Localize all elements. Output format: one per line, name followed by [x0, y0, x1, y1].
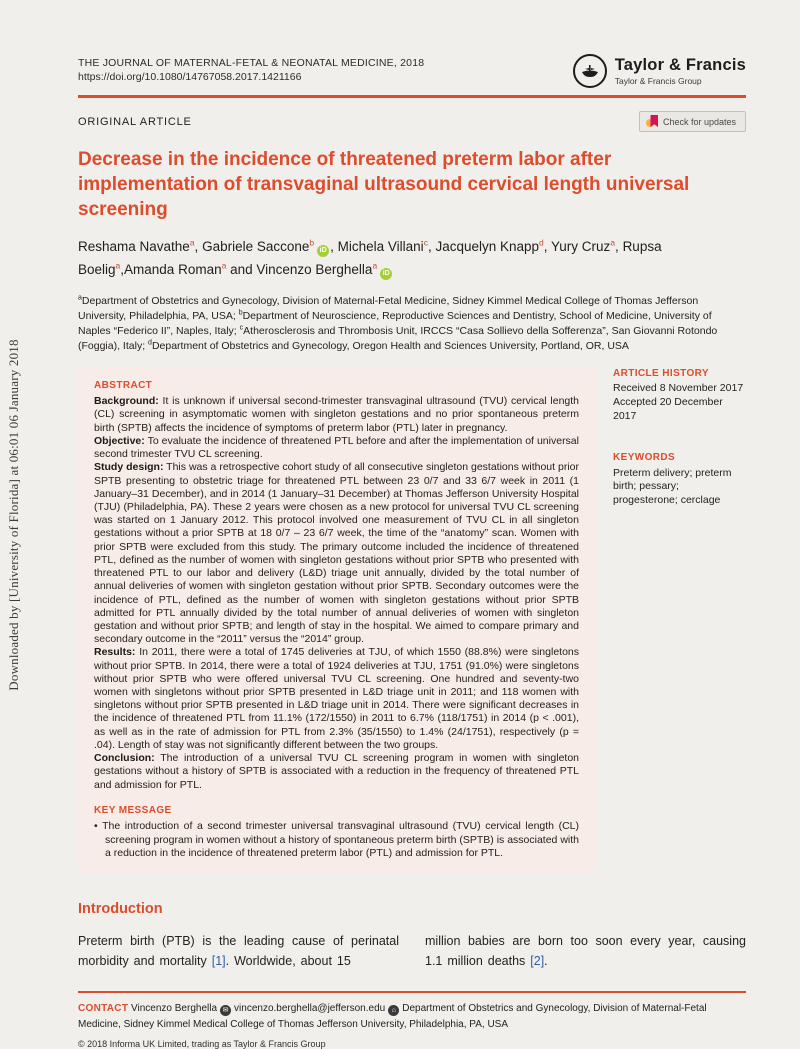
publisher-logo	[573, 54, 746, 88]
received-date: Received 8 November 2017	[613, 381, 744, 394]
author-affiliation-mark: a	[189, 237, 195, 248]
author-affiliation-mark: a	[372, 260, 378, 270]
intro-column-right: million babies are born too soon every year, causing 1.1 million deaths [2].	[425, 934, 746, 969]
contact-email[interactable]: vincenzo.berghella@jefferson.edu	[234, 1003, 386, 1015]
article-title: Decrease in the incidence of threatened preterm labor after implementation of transvaginal ultrasound cervical length universal screening	[78, 149, 690, 221]
publisher-wordmark	[615, 56, 746, 85]
journal-title-line: THE JOURNAL OF MATERNAL-FETAL & NEONATAL MEDICINE, 2018	[78, 57, 425, 69]
abstract-paragraph: Conclusion: The introduction of a universal TVU CL screening program in women with singleton gestations without a history of SPTB is associated with a reduction in the frequency of threatened PTL and admission for PTL.	[94, 752, 579, 791]
author-name: Rupsa Boelig	[78, 239, 662, 277]
contact-address: Department of Obstetrics and Gynecology, Division of Maternal-Fetal Medicine, Sidney Kimmel Medical College of Thomas Jefferson University, Philadelphia, PA, USA	[78, 1003, 707, 1030]
contact-label: CONTACT	[78, 1003, 129, 1015]
author-name: Michela Villani	[337, 239, 424, 255]
accepted-date: Accepted 20 December 2017	[613, 395, 723, 422]
contact-person: Vincenzo Berghella	[131, 1003, 218, 1015]
introduction-body	[78, 931, 746, 971]
publisher-name: Taylor & Francis	[614, 56, 746, 75]
publisher-group: Taylor & Francis Group	[614, 75, 702, 86]
affiliation-mark: b	[238, 309, 243, 317]
author-name: Vincenzo Berghella	[256, 261, 373, 277]
article-info-sidebar	[613, 367, 746, 509]
author-affiliation-mark: a	[115, 260, 121, 270]
orcid-icon[interactable]: iD	[380, 268, 392, 280]
crossmark-icon	[646, 115, 658, 128]
abstract-paragraph: Objective: To evaluate the incidence of threatened PTL before and after the implementation of universal second trimester TVU CL screening.	[94, 434, 579, 461]
journal-header	[78, 56, 746, 88]
header-divider	[78, 95, 746, 98]
affiliation-mark: d	[148, 339, 152, 347]
abstract-label: ABSTRACT	[94, 379, 153, 391]
download-watermark: Downloaded by [University of Florida] at 06:01 06 January 2018	[6, 339, 21, 691]
key-message-text: • The introduction of a second trimester universal transvaginal ultrasound (TVU) cervical length (CL) screening program in women without a history of spontaneous preterm birth (SPTB) is associated with a reduction in the incidence of threatened preterm labor (PTL) and admission for PTL.	[94, 820, 579, 859]
author-name: Reshama Navathe	[78, 239, 190, 255]
page-footer	[78, 991, 746, 1049]
author-affiliation-mark: d	[539, 237, 544, 248]
author-name: Yury Cruz	[551, 239, 611, 255]
journal-info	[78, 56, 424, 84]
affiliations: $^a$Department of Obstetrics and Gynecology, Division of Maternal-Fetal Medicine, Sidney Kimmel Medical College of Thomas Jefferson University, Philadelphia, PA, USA; $^b$Department of Neuroscience, Reproductive Sciences and Dentistry, School of Medicine, University of Naples “Federico II”, Naples, Italy; $^c$Atherosclerosis and Thrombosis Unit, IRCCS “Casa Sollievo della Sofferenza”, San Giovanni Rotondo (Foggia), Italy; $^d$Department of Obstetrics and Gynecology, Oregon Health and Sciences University, Portland, OR, USA	[78, 294, 718, 353]
abstract-box	[78, 367, 595, 874]
author-name: Jacquelyn Knapp	[435, 239, 540, 255]
orcid-icon[interactable]: iD	[317, 245, 329, 257]
abstract-paragraph: Results: In 2011, there were a total of 1745 deliveries at TJU, of which 1550 (88.8%) were singletons without prior SPTB. In 2014, there were a total of 1924 deliveries at TJU, 1751 (91.0%) were singletons without prior SPTB who were offered universal TVU CL screening. One hundred and seventy-two women with singletons without prior SPTB presented in L&D triage unit in 2011; and 118 women with singletons without prior SPTB presented in L&D triage unit in 2014. There were significant decreases in the incidence of threatened PTL from 11.1% (172/1550) in 2011 to 6.7% (118/1751) in 2014 (p < .001), as well as in the rate of admission for PTL from 2.3% (35/1550) to 1.4% (24/1751), respectively (p = .04). Length of stay was not significantly different between the two groups.	[94, 646, 579, 751]
affiliation-mark: a	[78, 294, 82, 302]
intro-column-left: Preterm birth (PTB) is the leading cause of perinatal morbidity and mortality [1]. Worldwide, about 15	[78, 934, 399, 969]
author-name: Amanda Roman	[124, 261, 222, 277]
reference-link[interactable]: [1]	[211, 954, 226, 969]
author-affiliation-mark: c	[423, 237, 428, 248]
reference-link[interactable]: [2]	[530, 954, 545, 969]
check-for-updates-button[interactable]	[639, 111, 746, 132]
author-affiliation-mark: a	[221, 260, 227, 270]
article-type-label: ORIGINAL ARTICLE	[78, 115, 192, 128]
check-for-updates-label: Check for updates	[662, 116, 736, 127]
article-history-label: ARTICLE HISTORY	[613, 367, 710, 379]
doi-link[interactable]: https://doi.org/10.1080/14767058.2017.1421166	[78, 71, 302, 84]
author-affiliation-mark: b	[309, 237, 315, 248]
abstract-paragraph: Study design: This was a retrospective cohort study of all consecutive singleton gestations without prior SPTB presenting to obstetric triage for threatened PTL between 23 0/7 and 33 6/7 week in 2011 (1 January–31 December), and in 2014 (1 January–31 December) at Thomas Jefferson University Hospital (TJU) (Philadelphia, PA). These 2 years were chosen as a new protocol for universal TVU CL screening was started on 1 January 2012. This protocol involved one measurement of TVU CL in all singleton gestations without a prior SPTB at 18 0/7 – 23 6/7 week, the time of the “anatomy” scan. Women with prior SPTB were excluded from this study. The primary outcome included the incidence of threatened PTL, defined as the number of women with singleton gestations without prior SPTB who presented with threatened PTL to our labor and delivery (L&D) triage unit annually, divided by the total number of annual deliveries of women with singleton gestation without prior SPTB. Secondary outcomes were the incidence of PTL, defined as the number of women with singleton gestations without prior SPTB admitted for PTL annually divided by the total number of annual deliveries of women with singleton gestation and without prior SPTB; and length of stay in the hospital. We aimed to compare primary and secondary outcome in the “2011” versus the “2014” group.	[94, 461, 579, 646]
affiliation-mark: c	[239, 324, 244, 332]
address-icon: ⌂	[388, 1005, 399, 1016]
abstract-paragraph: Background: It is unknown if universal second-trimester transvaginal ultrasound (TVU) cervical length (CL) screening in asymptomatic women with singleton gestations and no prior spontaneous preterm birth (SPTB) affects the incidence of symptoms of preterm labor (PTL) later in pregnancy.	[94, 395, 579, 434]
author-name: Gabriele Saccone	[202, 239, 310, 255]
key-message-label: KEY MESSAGE	[94, 804, 172, 816]
footer-divider	[78, 991, 746, 993]
key-message-section	[94, 805, 579, 860]
introduction-heading: Introduction	[78, 901, 163, 918]
abstract-body	[94, 395, 579, 792]
taylor-francis-ship-icon	[573, 54, 607, 88]
email-icon: ✉	[220, 1005, 231, 1016]
keywords-text: Preterm delivery; preterm birth; pessary; progesterone; cerclage	[613, 466, 732, 507]
author-list: Reshama Navathe$^a$, Gabriele Saccone$^b$iD , Michela Villani$^c$, Jacquelyn Knapp$^d$, Yury Cruz$^a$, Rupsa Boelig$^a$,Amanda Roman$^a$ and Vincenzo Berghella$^a$iD	[78, 236, 746, 281]
keywords-label: KEYWORDS	[613, 452, 676, 464]
page-content	[78, 56, 746, 1049]
author-affiliation-mark: a	[610, 237, 616, 248]
copyright-line: © 2018 Informa UK Limited, trading as Taylor & Francis Group	[78, 1039, 326, 1049]
